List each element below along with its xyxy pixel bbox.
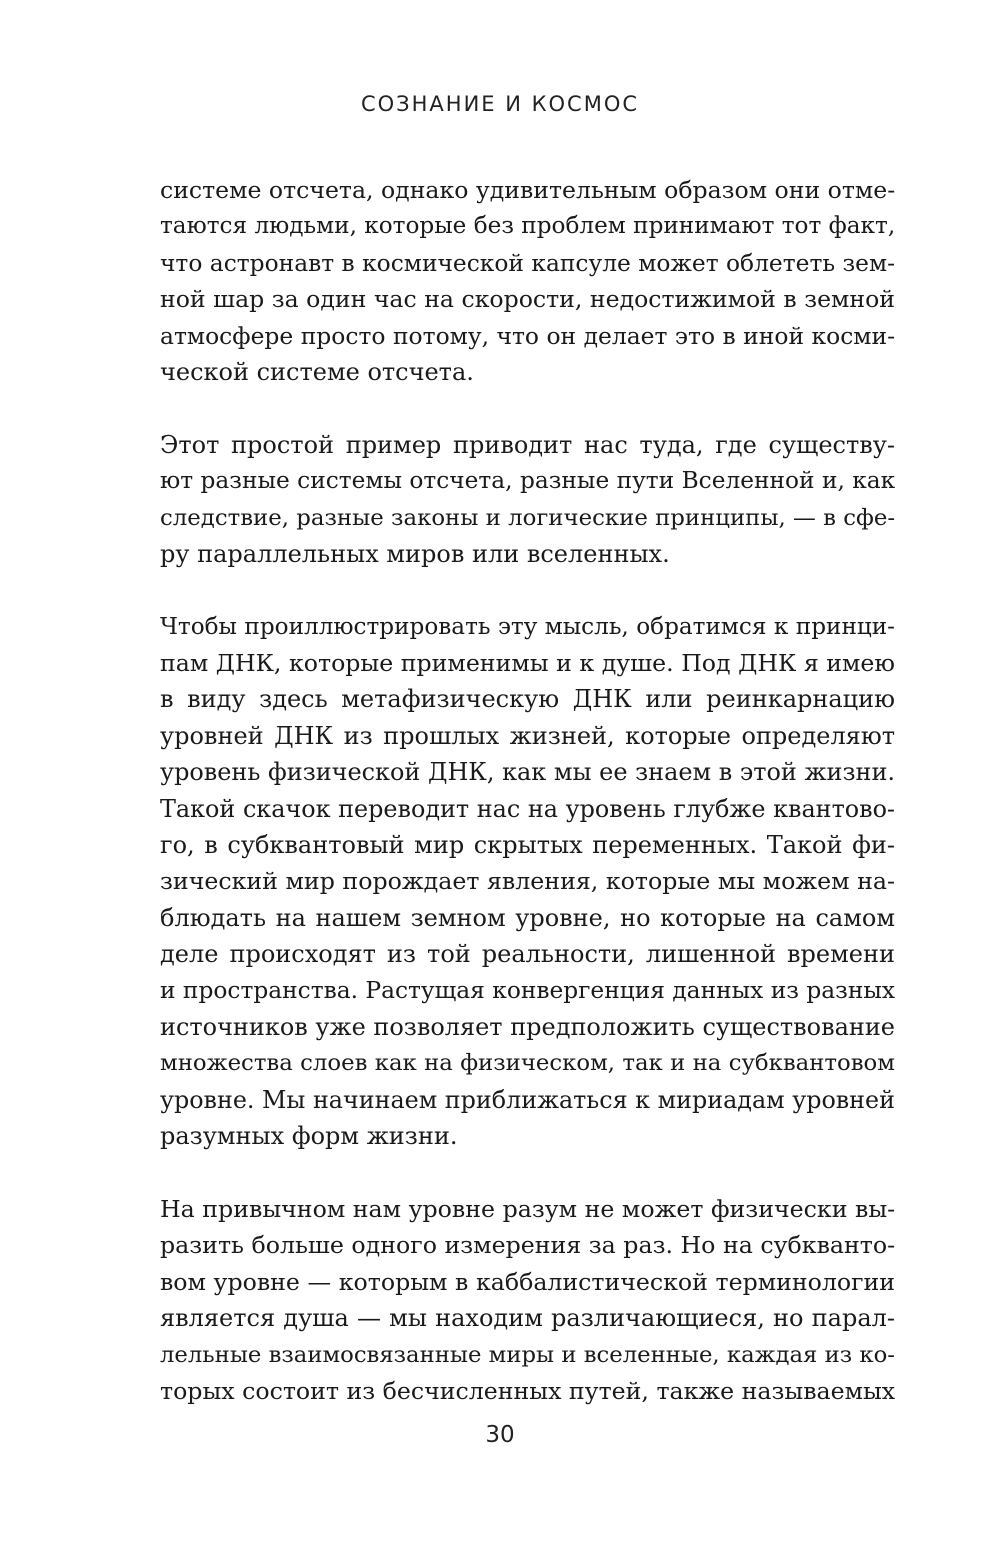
text-line: ют разные системы отсчета, разные пути Вселенной и, как xyxy=(160,467,896,495)
text-line: ру параллельных миров или вселенных. xyxy=(160,539,670,568)
text-line: Этот простой пример приводит нас туда, где существу- xyxy=(160,430,895,459)
text-line: пам ДНК, которые применимы и к душе. Под ДНК я имею xyxy=(160,649,895,678)
paragraph-4 xyxy=(160,1191,895,1409)
text-line: разить больше одного измерения за раз. Но на субкванто- xyxy=(160,1231,896,1260)
paragraph-2 xyxy=(160,427,895,573)
text-line: источников уже позволяет предположить существование xyxy=(160,1012,895,1041)
text-line: лельные взаимосвязанные миры и вселенные, каждая из ко- xyxy=(160,1341,895,1368)
text-line: вом уровне — которым в каббалистической терминологии xyxy=(160,1267,895,1296)
text-line: следствие, разные законы и логические принципы, — в сфе- xyxy=(160,504,896,531)
text-line: ческой системе отсчета. xyxy=(160,357,474,386)
text-line: Такой скачок переводит нас на уровень глубже квантово- xyxy=(160,794,895,823)
text-line: деле происходят из той реальности, лишенной времени xyxy=(160,940,895,969)
text-line: что астронавт в космической капсуле может облететь зем- xyxy=(160,248,896,277)
text-line: уровне. Мы начинаем приближаться к мириадам уровней xyxy=(160,1085,895,1114)
page-number: 30 xyxy=(485,1422,515,1448)
text-line: и пространства. Растущая конвергенция данных из разных xyxy=(160,976,896,1004)
text-line: Чтобы проиллюстрировать эту мысль, обратимся к принци- xyxy=(160,613,895,640)
text-line: уровней ДНК из прошлых жизней, которые определяют xyxy=(160,721,895,750)
text-line: ной шар за один час на скорости, недостижимой в земной xyxy=(160,285,895,314)
body-text xyxy=(160,172,895,1446)
text-line: является душа — мы находим различающиеся, но парал- xyxy=(160,1304,895,1333)
text-line: таются людьми, которые без проблем принимают тот факт, xyxy=(160,213,896,240)
text-line: На привычном нам уровне разум не может физически вы- xyxy=(160,1194,896,1223)
text-line: множества слоев как на физическом, так и на субквантовом xyxy=(160,1050,895,1077)
text-line: уровень физической ДНК, как мы ее знаем в этой жизни. xyxy=(160,758,895,787)
text-line: системе отсчета, однако удивительным образом они отме- xyxy=(160,176,896,204)
paragraph-1 xyxy=(160,172,895,390)
text-line: блюдать на нашем земном уровне, но которые на самом xyxy=(160,903,895,932)
text-line: торых состоит из бесчисленных путей, также называемых xyxy=(160,1376,896,1405)
text-line: разумных форм жизни. xyxy=(160,1122,458,1151)
running-header: СОЗНАНИЕ И КОСМОС xyxy=(360,92,640,116)
paragraph-3 xyxy=(160,609,895,1155)
text-line: атмосфере просто потому, что он делает это в иной косми- xyxy=(160,321,895,350)
text-line: в виду здесь метафизическую ДНК или реинкарнацию xyxy=(160,685,895,714)
text-line: го, в субквантовый мир скрытых переменных. Такой фи- xyxy=(160,831,895,860)
text-line: зический мир порождает явления, которые мы можем на- xyxy=(160,867,895,896)
